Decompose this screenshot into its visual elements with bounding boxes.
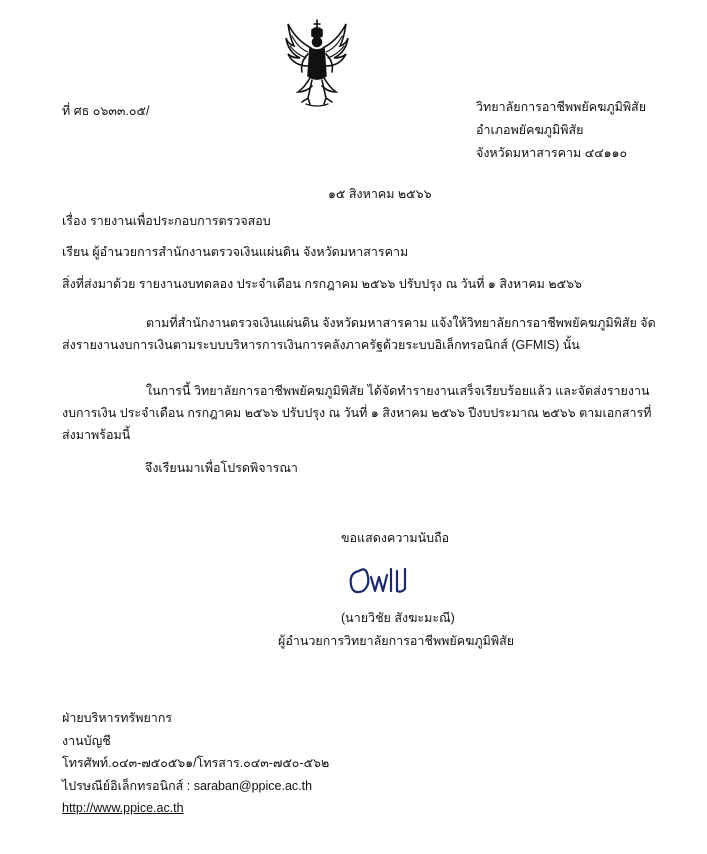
letter-subject: เรื่อง รายงานเพื่อประกอบการตรวจสอบ — [62, 214, 271, 228]
letter-enclosure: สิ่งที่ส่งมาด้วย รายงานงบทดลอง ประจำเดือน กรกฎาคม ๒๕๖๖ ปรับปรุง ณ วันที่ ๑ สิงหาคม ๒๕๖๖ — [62, 277, 582, 291]
letter-date: ๑๕ สิงหาคม ๒๕๖๖ — [328, 187, 432, 201]
handwritten-signature — [345, 563, 415, 597]
closing-request: จึงเรียนมาเพื่อโปรดพิจารณา — [145, 461, 298, 475]
org-name: วิทยาลัยการอาชีพพยัคฆภูมิพิสัย — [476, 100, 647, 114]
footer-email: ไปรษณีย์อิเล็กทรอนิกส์ : saraban@ppice.ac.th — [62, 779, 313, 793]
body-paragraph-1-text: ตามที่สำนักงานตรวจเงินแผ่นดิน จังหวัดมหาสารคาม แจ้งให้วิทยาลัยการอาชีพพยัคฆภูมิพิสัย จัดส่งรายงานงบการเงินตามระบบบริหารการเงินการคลังภาครัฐด้วยระบบอิเล็กทรอนิกส์ (GFMIS) นั้น — [62, 316, 656, 352]
reference-number: ที่ ศธ ๐๖๓๓.๐๕/ — [62, 104, 150, 118]
footer-phone: โทรศัพท์.๐๔๓-๗๕๐๕๖๑/โทรสาร.๐๔๓-๗๕๐-๕๖๒ — [62, 756, 330, 770]
footer-department: ฝ่ายบริหารทรัพยากร — [62, 711, 173, 725]
signer-name: (นายวิชัย สังฆะมะณี) — [341, 611, 455, 625]
letter-addressee: เรียน ผู้อำนวยการสำนักงานตรวจเงินแผ่นดิน จังหวัดมหาสารคาม — [62, 245, 409, 259]
salutation: ขอแสดงความนับถือ — [341, 531, 450, 545]
footer-unit: งานบัญชี — [62, 734, 111, 748]
org-province: จังหวัดมหาสารคาม ๔๔๑๑๐ — [476, 146, 628, 160]
body-paragraph-2 — [62, 380, 656, 446]
garuda-emblem-icon — [284, 18, 350, 110]
signer-position: ผู้อำนวยการวิทยาลัยการอาชีพพยัคฆภูมิพิสัย — [278, 634, 515, 648]
body-paragraph-2-text: ในการนี้ วิทยาลัยการอาชีพพยัคฆภูมิพิสัย ได้จัดทำรายงานเสร็จเรียบร้อยแล้ว และจัดส่งรายงานงบการเงิน ประจำเดือน กรกฎาคม ๒๕๖๖ ปรับปรุง ณ วันที่ ๑ สิงหาคม ๒๕๖๖ ปีงบประมาณ ๒๕๖๖ ตามเอกสารที่ส่งมาพร้อมนี้ — [62, 384, 652, 442]
footer-website-link[interactable]: http://www.ppice.ac.th — [62, 801, 184, 815]
body-paragraph-1 — [62, 312, 656, 356]
org-district: อำเภอพยัคฆภูมิพิสัย — [476, 123, 584, 137]
